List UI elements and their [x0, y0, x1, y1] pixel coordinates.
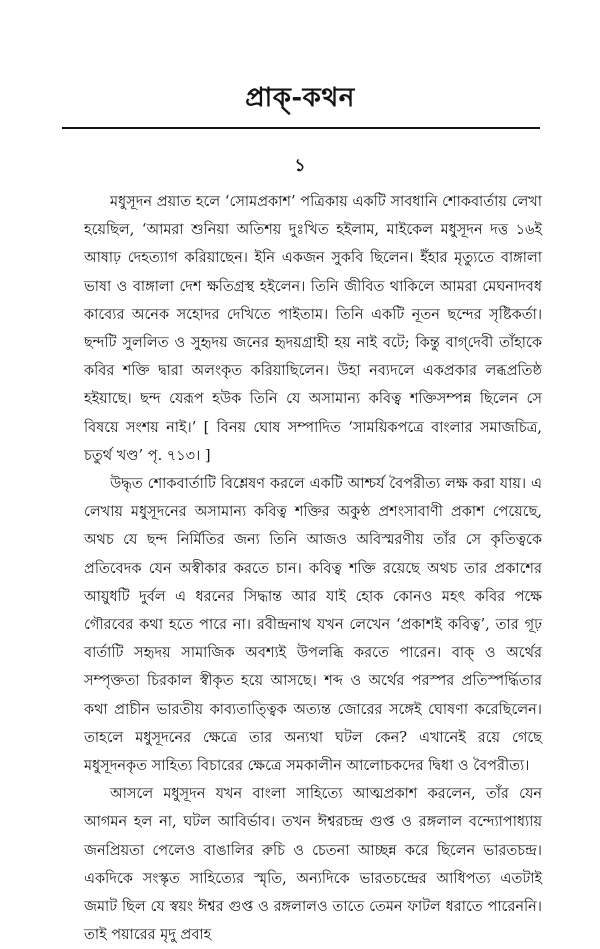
- section-number: ১: [294, 156, 306, 176]
- title-underline: [62, 127, 540, 129]
- paragraph: আসলে মধুসূদন যখন বাংলা সাহিত্যে আত্মপ্রকাশ করলেন, তাঁর যেন আগমন হল না, ঘটল আবির্ভাব। তখন ঈশ্বরচন্দ্র গুপ্ত ও রঙ্গলাল বন্দ্যোপাধ্যায় জনপ্রিয়তা পেলেও বাঙালির রুচি ও চেতনা আচ্ছন্ন করে ছিলেন ভারতচন্দ্র। একদিকে সংস্কৃত সাহিত্যের স্মৃতি, অন্যদিকে ভারতচন্দ্রের আধিপত্য এতটাই জমাট ছিল যে স্বয়ং ঈশ্বর গুপ্ত ও রঙ্গলালও তাতে তেমন ফাটল ধরাতে পারেননি। তাই পয়ারের মৃদু প্রবাহ: [84, 786, 542, 944]
- paragraph: উদ্ধৃত শোকবার্তাটি বিশ্লেষণ করলে একটি আশ্চর্য বৈপরীত্য লক্ষ করা যায়। এ লেখায় মধুসূদনের অসামান্য কবিত্ব শক্তির অকুণ্ঠ প্রশংসাবাণী প্রকাশ পেয়েছে, অথচ যে ছন্দ নির্মিতির জন্য তিনি আজও অবিস্মরণীয় তাঁর সে কৃতিত্বকে প্রতিবেদক যেন অস্বীকার করতে চান। কবিত্ব শক্তি রয়েছে অথচ তার প্রকাশের আয়ুধটি দুর্বল এ ধরনের সিদ্ধান্ত আর যাই হোক কোনও মহৎ কবির পক্ষে গৌরবের কথা হতে পারে না। রবীন্দ্রনাথ যখন লেখেন ‘প্রকাশই কবিত্ব’, তার গূঢ় বার্তাটি সহৃদয় সামাজিক অবশ্যই উপলব্ধি করতে পারেন। বাক্‌ ও অর্থের সম্পৃক্ততা চিরকাল স্বীকৃত হয়ে আসছে। শব্দ ও অর্থের পরস্পর প্রতিস্পর্দ্ধিতার কথা প্রাচীন ভারতীয় কাব্যতাত্ত্বিক অত্যন্ত জোরের সঙ্গেই ঘোষণা করেছিলেন। তাহলে মধুসূদনের ক্ষেত্রে তার অন্যথা ঘটল কেন? এখানেই রয়ে গেছে মধুসূদনকৃত সাহিত্য বিচারের ক্ষেত্রে সমকালীন আলোচকদের দ্বিধা ও বৈপরীত্য।: [84, 476, 542, 775]
- paragraph: মধুসূদন প্রয়াত হলে ‘সোমপ্রকাশ’ পত্রিকায় একটি সাবধানি শোকবার্তায় লেখা হয়েছিল, ‘আমরা শুনিয়া অতিশয় দুঃখিত হইলাম, মাইকেল মধুসূদন দত্ত ১৬ই আষাঢ় দেহত্যাগ করিয়াছেন। ইনি একজন সুকবি ছিলেন। ইঁহার মৃত্যুতে বাঙ্গালা ভাষা ও বাঙ্গালা দেশ ক্ষতিগ্রস্থ হইলেন। তিনি জীবিত থাকিলে আমরা মেঘনাদবধ কাব্যের অনেক সহোদর দেখিতে পাইতাম। তিনি একটি নূতন ছন্দের সৃষ্টিকর্তা। ছন্দটি সুললিত ও সুহৃদয় জনের হৃদয়গ্রাহী হয় নাই বটে; কিন্তু বাগ্‌দেবী তাঁহাকে কবির শক্তি দ্বারা অলংকৃত করিয়াছিলেন। উহা নব্যদলে একপ্রকার লব্ধপ্রতিষ্ঠ হইয়াছে। ছন্দ যেরূপ হউক তিনি যে অসামান্য কবিত্ব শক্তিসম্পন্ন ছিলেন সে বিষয়ে সংশয় নাই।’ [ বিনয় ঘোষ সম্পাদিত ‘সাময়িকপত্রে বাংলার সমাজচিত্র, চতুর্থ খণ্ড’ পৃ. ৭১৩। ]: [84, 194, 542, 464]
- body-text: [84, 188, 542, 949]
- chapter-title: প্রাক্‌-কথন: [245, 83, 355, 113]
